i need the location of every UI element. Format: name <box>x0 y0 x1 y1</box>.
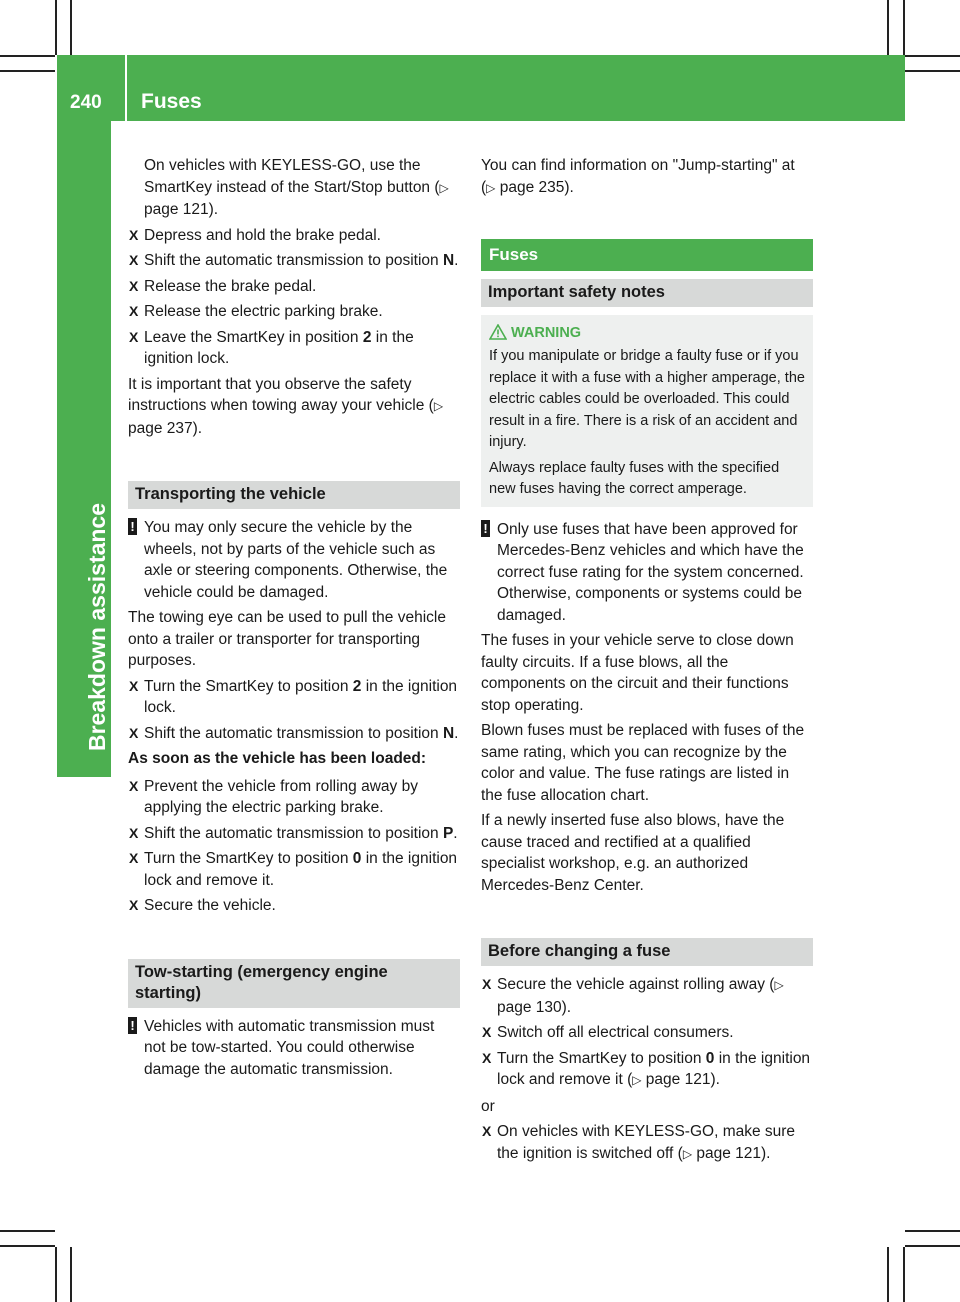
warning-text: If you manipulate or bridge a faulty fuse or if you replace it with a fuse with a higher amperage, the electric cables could be overloaded. This could result in a fire. There is a risk of an accident and injury. <box>489 348 805 450</box>
crop-mark <box>903 1247 905 1302</box>
step-arrow-icon: X <box>129 677 139 694</box>
step-arrow-icon: X <box>129 303 139 319</box>
step-arrow-icon: X <box>129 226 139 243</box>
ref-icon: ▷ <box>486 180 496 195</box>
step-arrow-icon: X <box>482 1024 492 1040</box>
step-arrow-icon: X <box>482 1049 492 1066</box>
page-title: Fuses <box>141 90 202 113</box>
page-number: 240 <box>70 92 102 113</box>
crop-mark <box>0 1230 55 1232</box>
caution-icon: ! <box>128 1017 137 1034</box>
ref-icon: ▷ <box>439 180 449 195</box>
step-arrow-icon: X <box>129 252 139 268</box>
list-item: X Secure the vehicle against rolling away (▷ page 130). <box>482 976 784 1016</box>
left-column <box>128 155 460 1084</box>
list-item: X Shift the automatic transmission to position N. <box>128 723 460 745</box>
crop-mark <box>70 0 72 55</box>
fuses-paragraph: If a newly inserted fuse also blows, have the cause traced and rectified at a qualified specialist workshop, e.g. an authorized Mercedes-Benz Center. <box>481 812 785 894</box>
list-item: X Release the brake pedal. <box>128 276 460 298</box>
list-item: X Leave the SmartKey in position 2 in the ignition lock. <box>129 328 414 367</box>
caution-note: ! Only use fuses that have been approved for Mercedes-Benz vehicles and which have the correct fuse rating for the system concerned. Otherwise, components or systems could be damaged. <box>481 519 813 627</box>
list-item: X Turn the SmartKey to position 0 in the ignition lock and remove it. <box>129 850 458 889</box>
crop-mark <box>905 70 960 72</box>
keyless-go-note: On vehicles with KEYLESS-GO, use the SmartKey instead of the Start/Stop button (▷ page 121). <box>144 157 449 218</box>
crop-mark <box>55 1247 57 1302</box>
crop-mark <box>70 1247 72 1302</box>
step-arrow-icon: X <box>129 897 139 913</box>
jump-start-paragraph: You can find information on "Jump-starting" at (▷ page 235). <box>481 157 795 196</box>
step-arrow-icon: X <box>129 824 139 841</box>
warning-text: Always replace faulty fuses with the specified new fuses having the correct amperage. <box>489 459 780 497</box>
list-item: X On vehicles with KEYLESS-GO, make sure the ignition is switched off (▷ page 121). <box>482 1123 796 1162</box>
crop-mark <box>905 1245 960 1247</box>
list-item: X Shift the automatic transmission to position N. <box>128 250 460 272</box>
section-heading-transporting: Transporting the vehicle <box>128 481 460 509</box>
warning-title: WARNING <box>489 323 805 345</box>
list-item: X Secure the vehicle. <box>128 895 460 917</box>
safety-paragraph: It is important that you observe the safety instructions when towing away your vehicle (▷ page 237). <box>128 375 444 437</box>
caution-note: ! Vehicles with automatic transmission must not be tow-started. You could otherwise damage the automatic transmission. <box>128 1016 460 1081</box>
header-divider <box>125 55 127 121</box>
section-heading-tow-starting: Tow-starting (emergency engine starting) <box>128 959 460 1008</box>
list-item: X Depress and hold the brake pedal. <box>128 225 460 247</box>
caution-icon: ! <box>128 518 137 535</box>
fuses-paragraph: The fuses in your vehicle serve to close down faulty circuits. If a fuse blows, all the components on the circuit and their functions stop operating. <box>481 632 794 714</box>
crop-mark <box>0 55 55 57</box>
ref-icon: ▷ <box>682 1146 693 1161</box>
ref-icon: ▷ <box>774 978 784 992</box>
crop-mark <box>0 70 55 72</box>
warning-triangle-icon <box>489 324 507 340</box>
step-arrow-icon: X <box>129 724 139 741</box>
section-heading-fuses: Fuses <box>481 239 813 271</box>
crop-mark <box>905 1230 960 1232</box>
list-item: X Release the electric parking brake. <box>128 301 460 323</box>
step-arrow-icon: X <box>129 277 139 294</box>
ref-icon: ▷ <box>433 399 444 413</box>
crop-mark <box>55 0 57 55</box>
or-separator: or <box>481 1097 495 1115</box>
list-item: X Turn the SmartKey to position 2 in the ignition lock. <box>129 677 458 716</box>
caution-note: ! You may only secure the vehicle by the wheels, not by parts of the vehicle such as axle or steering components. Otherwise, the vehicle could be damaged. <box>128 517 460 603</box>
right-column <box>481 155 813 1169</box>
caution-icon: ! <box>481 520 490 537</box>
fuses-paragraph: Blown fuses must be replaced with fuses of the same rating, which you can recognize by the color and value. The fuse ratings are listed in the fuse allocation chart. <box>481 722 805 804</box>
crop-mark <box>887 0 889 55</box>
step-arrow-icon: X <box>129 328 139 345</box>
towing-eye-paragraph: The towing eye can be used to pull the vehicle onto a trailer or transporter for transporting purposes. <box>128 609 446 669</box>
step-arrow-icon: X <box>482 976 492 992</box>
warning-box <box>481 315 813 507</box>
list-item: X Switch off all electrical consumers. <box>481 1022 813 1044</box>
ref-icon: ▷ <box>632 1073 642 1087</box>
section-heading-before-changing: Before changing a fuse <box>481 938 813 966</box>
crop-mark <box>905 55 960 57</box>
crop-mark <box>903 0 905 55</box>
crop-mark <box>0 1245 55 1247</box>
crop-mark <box>887 1247 889 1302</box>
list-item: X Shift the automatic transmission to position P. <box>128 823 460 845</box>
loaded-subheading: As soon as the vehicle has been loaded: <box>128 750 427 767</box>
section-heading-safety-notes: Important safety notes <box>481 279 813 307</box>
step-arrow-icon: X <box>482 1123 492 1139</box>
list-item: X Turn the SmartKey to position 0 in the ignition lock and remove it (▷ page 121). <box>482 1049 811 1088</box>
step-arrow-icon: X <box>129 850 139 866</box>
chapter-tab-label: Breakdown assistance <box>84 502 110 751</box>
list-item: X Prevent the vehicle from rolling away by applying the electric parking brake. <box>129 777 418 816</box>
step-arrow-icon: X <box>129 777 139 794</box>
